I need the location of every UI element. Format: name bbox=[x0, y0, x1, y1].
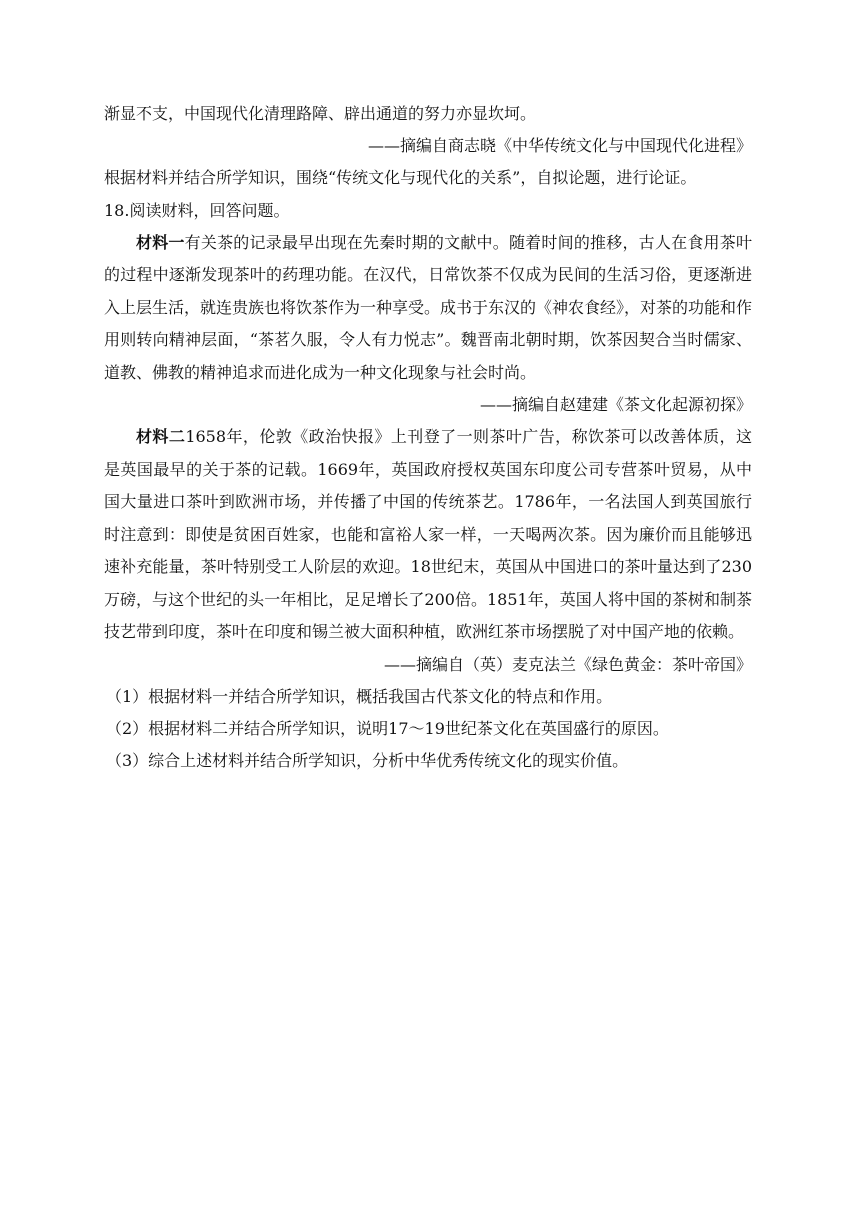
material-one-text: 有关茶的记录最早出现在先秦时期的文献中。随着时间的推移，古人在食用茶叶的过程中逐渐发现茶叶的药理功能。在汉代，日常饮茶不仅成为民间的生活习俗，更逐渐进入上层生活，就连贵族也将饮茶作为一种享受。成书于东汉的《神农食经》，对茶的功能和作用则转向精神层面，“茶茗久服，令人有力悦志”。魏晋南北朝时期，饮茶因契合当时儒家、道教、佛教的精神追求而进化成为一种文化现象与社会时尚。 bbox=[104, 232, 753, 382]
sub-question-1: （1）根据材料一并结合所学知识，概括我国古代茶文化的特点和作用。 bbox=[106, 686, 613, 706]
previous-material-source: ——摘编自商志晓《中华传统文化与中国现代化进程》 bbox=[367, 136, 752, 155]
sub-question-2: （2）根据材料二并结合所学知识，说明17～19世纪茶文化在英国盛行的原因。 bbox=[106, 718, 669, 738]
document-content bbox=[104, 98, 752, 777]
material-one-source: ——摘编自赵建建《茶文化起源初探》 bbox=[479, 395, 752, 414]
material-two-source: ——摘编自（英）麦克法兰《绿色黄金：茶叶帝国》 bbox=[383, 654, 752, 674]
material-two-label: 材料二 bbox=[136, 427, 186, 446]
material-two-text: 1658年，伦敦《政治快报》上刊登了一则茶叶广告，称饮茶可以改善体质，这是英国最早的关于茶的记载。1669年，英国政府授权英国东印度公司专营茶叶贸易，从中国大量进口茶叶到欧洲市场，并传播了中国的传统茶艺。1786年，一名法国人到英国旅行时注意到：即使是贫困百姓家，也能和富裕人家一样，一天喝两次茶。因为廉价而且能够迅速补充能量，茶叶特别受工人阶层的欢迎。18世纪末，英国从中国进口的茶叶量达到了230万磅，与这个世纪的头一年相比，足足增长了200倍。1851年，英国人将中国的茶树和制茶技艺带到印度，茶叶在印度和锡兰被大面积种植，欧洲红茶市场摆脱了对中国产地的依赖。 bbox=[104, 427, 752, 641]
material-one-paragraph bbox=[104, 227, 752, 390]
question-18-title: 18.阅读财料，回答问题。 bbox=[104, 200, 290, 220]
material-one-label: 材料一 bbox=[136, 232, 185, 252]
sub-question-3: （3）综合上述材料并结合所学知识，分析中华优秀传统文化的现实价值。 bbox=[106, 750, 629, 770]
material-two-paragraph bbox=[104, 421, 752, 649]
previous-material-tail: 渐显不支，中国现代化清理路障、辟出通道的努力亦显坎坷。 bbox=[104, 104, 537, 123]
question-17-task: 根据材料并结合所学知识，围绕“传统文化与现代化的关系”，自拟论题，进行论证。 bbox=[104, 168, 697, 187]
